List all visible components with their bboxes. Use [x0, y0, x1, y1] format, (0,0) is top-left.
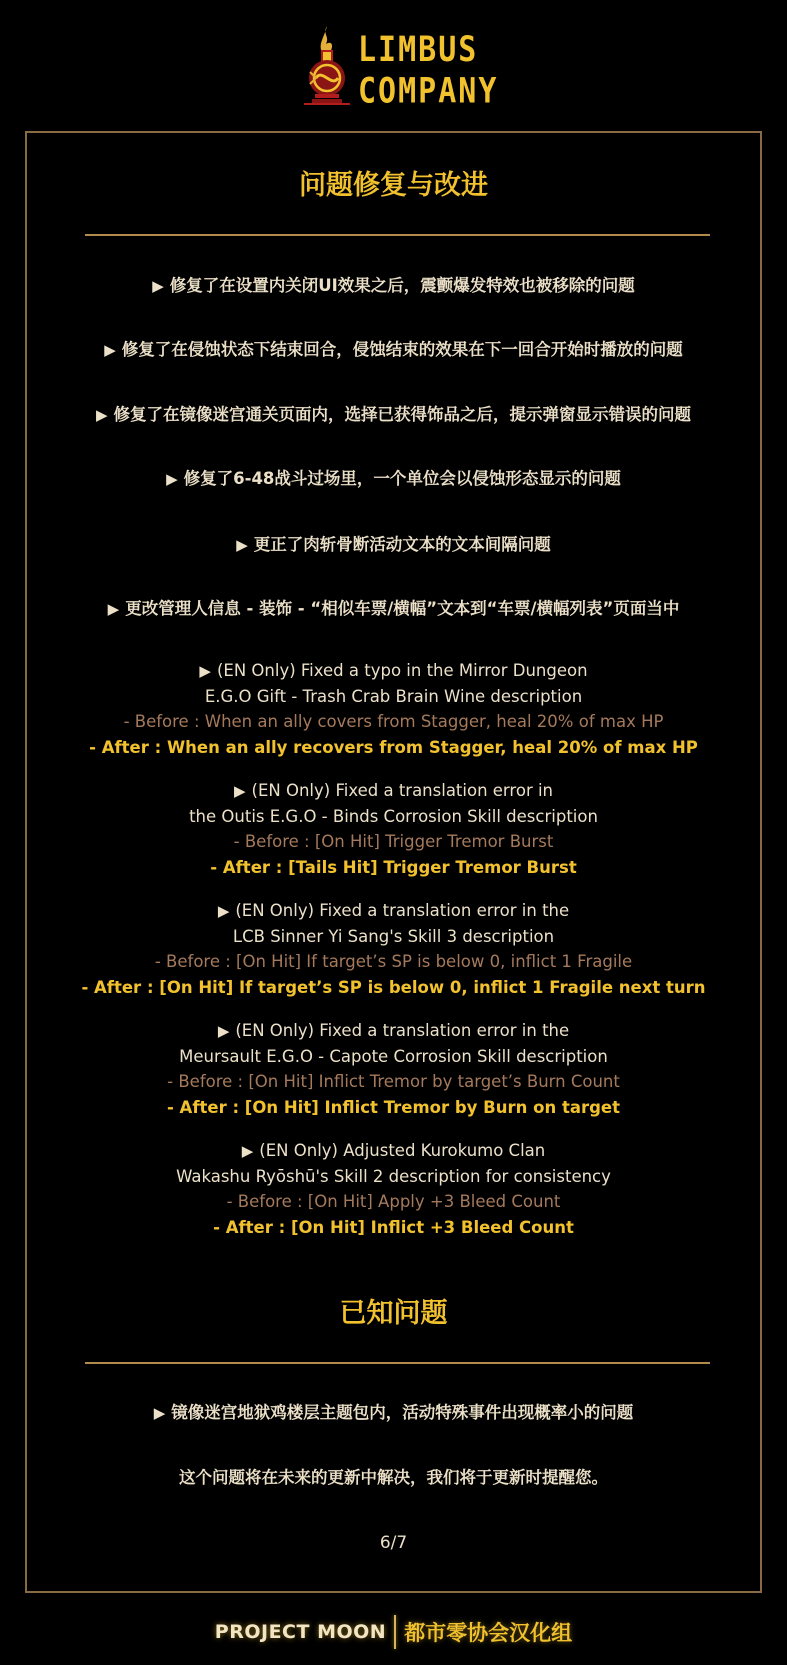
- en-fix-after: - After : [On Hit] Inflict +3 Bleed Count: [213, 1218, 574, 1237]
- en-fix-subheading: Wakashu Ryōshū's Skill 2 description for consistency: [176, 1167, 611, 1186]
- play-arrow-icon: ▶: [217, 902, 230, 920]
- en-fix-after: - After : [On Hit] Inflict Tremor by Burn on target: [166, 1098, 621, 1117]
- known-issue-item: [0, 1401, 787, 1425]
- en-fix-subheading: the Outis E.G.O - Binds Corrosion Skill description: [189, 807, 598, 826]
- logo-line-2: COMPANY: [358, 71, 499, 112]
- en-fix-heading: [0, 779, 787, 803]
- play-arrow-icon: ▶: [152, 277, 164, 295]
- fix-item: [0, 467, 787, 491]
- en-fix-subheading: LCB Sinner Yi Sang's Skill 3 description: [232, 927, 555, 946]
- play-arrow-icon: ▶: [217, 1022, 230, 1040]
- en-fix-before: - Before : When an ally covers from Stagger, heal 20% of max HP: [123, 712, 664, 731]
- known-issue-note: 这个问题将在未来的更新中解决，我们将于更新时提醒您。: [179, 1468, 608, 1487]
- en-fix-heading-text: (EN Only) Fixed a translation error in the: [235, 901, 570, 920]
- limbus-company-logo: [296, 22, 499, 112]
- fix-item: [0, 533, 787, 557]
- en-fix-before: - Before : [On Hit] Apply +3 Bleed Count: [226, 1192, 561, 1211]
- fix-item: [0, 274, 787, 298]
- fix-item: [0, 403, 787, 427]
- play-arrow-icon: ▶: [166, 470, 178, 488]
- translator-group-name: 都市零协会汉化组: [404, 1621, 573, 1645]
- play-arrow-icon: ▶: [233, 782, 246, 800]
- fix-item: [0, 597, 787, 621]
- en-fix-heading-text: (EN Only) Adjusted Kurokumo Clan: [259, 1141, 546, 1160]
- fix-item-text: 更正了肉斩骨断活动文本的文本间隔问题: [253, 535, 551, 554]
- known-issues-title: 已知问题: [339, 1298, 448, 1329]
- en-fix-after: - After : When an ally recovers from Stagger, heal 20% of max HP: [89, 738, 698, 757]
- play-arrow-icon: ▶: [95, 406, 108, 424]
- en-fix-before: - Before : [On Hit] Trigger Tremor Burst: [233, 832, 554, 851]
- en-fix-subheading: E.G.O Gift - Trash Crab Brain Wine description: [204, 687, 583, 706]
- en-fix-heading: [0, 1139, 787, 1163]
- limbus-company-emblem-icon: [296, 24, 354, 108]
- project-moon-logo: PROJECT MOON: [214, 1621, 387, 1643]
- fix-item: [0, 338, 787, 362]
- play-arrow-icon: ▶: [241, 1142, 254, 1160]
- en-fix-after: - After : [On Hit] If target’s SP is below 0, inflict 1 Fragile next turn: [81, 978, 706, 997]
- en-fix-before: - Before : [On Hit] If target’s SP is below 0, inflict 1 Fragile: [154, 952, 633, 971]
- known-issue-text: 镜像迷宫地狱鸡楼层主题包内，活动特殊事件出现概率小的问题: [171, 1403, 634, 1422]
- en-fix-subheading: Meursault E.G.O - Capote Corrosion Skill description: [179, 1047, 608, 1066]
- footer-credits: [0, 1612, 787, 1652]
- fix-item-text: 修复了在侵蚀状态下结束回合，侵蚀结束的效果在下一回合开始时播放的问题: [121, 340, 683, 359]
- play-arrow-icon: ▶: [104, 341, 116, 359]
- en-fix-after: - After : [Tails Hit] Trigger Tremor Burst: [210, 858, 577, 877]
- en-fix-heading: [0, 1019, 787, 1043]
- fix-item-text: 修复了在镜像迷宫通关页面内，选择已获得饰品之后，提示弹窗显示错误的问题: [113, 405, 692, 424]
- fix-item-text: 修复了6-48战斗过场里，一个单位会以侵蚀形态显示的问题: [183, 469, 621, 488]
- play-arrow-icon: ▶: [199, 662, 211, 680]
- en-fix-heading-text: (EN Only) Fixed a translation error in the: [235, 1021, 570, 1040]
- fix-item-text: 更改管理人信息 - 装饰 - “相似车票/横幅”文本到“车票/横幅列表”页面当中: [125, 599, 680, 618]
- en-fix-heading-text: (EN Only) Fixed a translation error in: [251, 781, 554, 800]
- play-arrow-icon: ▶: [236, 536, 248, 554]
- fix-item-text: 修复了在设置内关闭UI效果之后，震颤爆发特效也被移除的问题: [169, 276, 635, 295]
- en-fix-before: - Before : [On Hit] Inflict Tremor by target’s Burn Count: [167, 1072, 620, 1091]
- logo-wordmark: [358, 30, 499, 113]
- play-arrow-icon: ▶: [107, 600, 120, 618]
- en-fix-heading: [0, 659, 787, 683]
- logo-line-1: LIMBUS: [358, 30, 479, 71]
- fixes-section-title: 问题修复与改进: [299, 170, 488, 201]
- fixes-divider: [85, 234, 710, 236]
- footer-divider: [394, 1615, 396, 1649]
- page-number: 6/7: [379, 1533, 408, 1553]
- en-fix-heading: [0, 899, 787, 923]
- known-issues-divider: [85, 1362, 710, 1364]
- en-fix-heading-text: (EN Only) Fixed a typo in the Mirror Dungeon: [216, 661, 588, 680]
- play-arrow-icon: ▶: [153, 1404, 166, 1422]
